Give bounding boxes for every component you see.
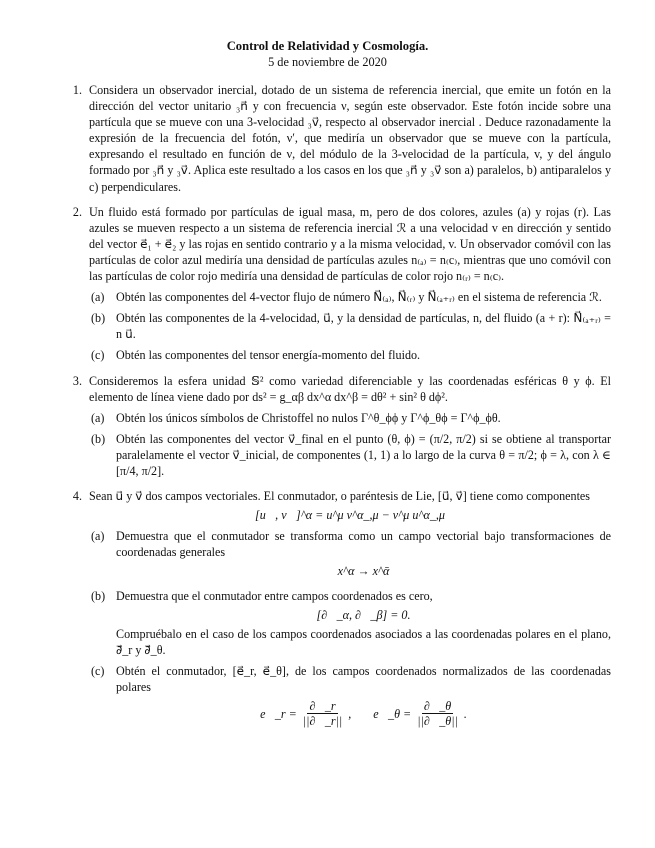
subitem-label: (b) — [91, 431, 106, 446]
subitem-text: Demuestra que el conmutador se transforma como un campo vectorial bajo transformaciones de coordenadas generales — [116, 529, 611, 560]
problem-number: 3. — [72, 373, 82, 388]
subitem — [89, 528, 611, 582]
document-title: Control de Relatividad y Cosmología. — [226, 39, 429, 53]
problem-2 — [44, 204, 611, 364]
equation-lhs: e⃗_θ = — [373, 706, 412, 721]
subitem-label: (b) — [91, 311, 106, 326]
subitem-text: Obtén las componentes del vector v⃗_final en el punto (θ, ϕ) = (π/2, π/2) si se obtiene al transportar paralelamente el vector v⃗_inicial, de componentes (1, 1) a lo largo de la curva θ = π/2; ϕ = λ, con λ ∈ [π/4, π/2]. — [116, 431, 611, 478]
subitem-text: Obtén las componentes de la 4-velocidad, u⃗, y la densidad de partículas, n, del fluido (a + r): N⃗₍ₐ₊ᵣ₎ = n u⃗. — [116, 311, 611, 342]
subitem-text: Obtén el conmutador, [e⃗_r, e⃗_θ], de los campos coordenados normalizados de las coordenadas polares — [116, 663, 611, 694]
subitem-label: (c) — [91, 663, 105, 678]
problem-4 — [44, 488, 611, 732]
subitem-label: (a) — [91, 410, 105, 425]
fraction-numerator: ∂⃗_θ — [423, 699, 452, 714]
subitem-text: Obtén los únicos símbolos de Christoffel no nulos Γ^θ_ϕϕ y Γ^ϕ_θϕ = Γ^ϕ_ϕθ. — [116, 410, 501, 425]
subitem-label: (a) — [91, 529, 105, 544]
problem-text: Sean u⃗ y v⃗ dos campos vectoriales. El conmutador, o paréntesis de Lie, [u⃗, v⃗] tiene como componentes — [89, 489, 591, 504]
equation: x^α → x^ᾱ — [337, 564, 390, 579]
subitem — [89, 310, 611, 342]
problem-1 — [44, 82, 611, 195]
document-date: 5 de noviembre de 2020 — [268, 55, 387, 69]
fraction-denominator: ||∂⃗_r|| — [302, 714, 343, 729]
subitem — [89, 347, 611, 363]
subitem — [89, 410, 611, 426]
fraction-numerator: ∂⃗_r — [309, 699, 336, 714]
equation: [u⃗, v⃗]^α = u^μ v^α_,μ − v^μ u^α_,μ — [255, 508, 445, 523]
fraction — [301, 699, 344, 728]
subitem — [89, 289, 611, 305]
problem-number: 2. — [72, 204, 82, 219]
subitem-label: (b) — [91, 588, 106, 603]
problem-text: Considera un observador inercial, dotado de un sistema de referencia inercial, que emite un fotón en la dirección del vector unitario ₃n⃗ y con frecuencia ν, según este observador. Este fotón incide sobre una partícula que se mueve con una 3-velocidad ₃v⃗, respecto al observador inercial . Deduce razonadamente la expresión de la frecuencia del fotón, ν′, que mediría un observador que se mueve con la partícula, expresando el resultado en función de ν, del módulo de la 3-velocidad de la partícula, v, y del ángulo formado por ₃n⃗ y ₃v⃗. Aplica este resultado a los casos en los que ₃n⃗ y ₃v⃗ son a) paralelos, b) antiparalelos y c) perpendiculares. — [89, 83, 611, 194]
subitem — [89, 588, 611, 658]
fraction-denominator: ||∂⃗_θ|| — [417, 714, 458, 729]
fraction — [415, 699, 460, 728]
subitem-text: Obtén las componentes del tensor energía-momento del fluido. — [116, 348, 421, 363]
equation-lhs: e⃗_r = — [260, 706, 297, 721]
normalized-fields-equation: e⃗_r = $\frac{\partial⃗\_r}{||\partial⃗\_r||}$ , e⃗_θ = $\frac{\partial⃗\_\theta}{||\partial⃗\_\theta||}$ . — [260, 699, 467, 729]
subitem-text: Demuestra que el conmutador entre campos coordenados es cero, — [116, 588, 433, 603]
equation: [∂⃗_α, ∂⃗_β] = 0. — [316, 607, 411, 622]
problem-text: Consideremos la esfera unidad 𝕊² como variedad diferenciable y las coordenadas esféricas θ y ϕ. El elemento de línea viene dado por ds² = g_αβ dx^α dx^β = dθ² + sin² θ dϕ². — [89, 373, 611, 404]
problem-number: 4. — [72, 489, 82, 504]
subitem — [89, 431, 611, 479]
subitem-followup: Compruébalo en el caso de los campos coordenados asociados a las coordenadas polares en el plano, ∂⃗_r y ∂⃗_θ. — [116, 626, 611, 657]
problem-3 — [44, 373, 611, 480]
subitem — [89, 663, 611, 732]
problem-text: Un fluido está formado por partículas de igual masa, m, pero de dos colores, azules (a) y rojas (r). Las azules se mueven respecto a un sistema de referencia inercial ℛ a una velocidad v en dirección y sentido del vector e⃗₁ + e⃗₂ y las rojas en sentido contrario y a la misma velocidad, v. Un observador comóvil con las partículas de color azul mediría una densidad de partículas azules n₍ₐ₎ = n₍c₎, mientras que uno comóvil con las partículas de color rojo mediría una densidad de partículas de color rojo n₍ᵣ₎ = n₍c₎. — [89, 204, 611, 284]
subitem-label: (c) — [91, 348, 105, 363]
subitem-label: (a) — [91, 290, 105, 305]
problem-number: 1. — [72, 83, 82, 97]
subitem-text: Obtén las componentes del 4-vector flujo de número N⃗₍ₐ₎, N⃗₍ᵣ₎ y N⃗₍ₐ₊ᵣ₎ en el sistema de referencia ℛ. — [116, 290, 602, 305]
